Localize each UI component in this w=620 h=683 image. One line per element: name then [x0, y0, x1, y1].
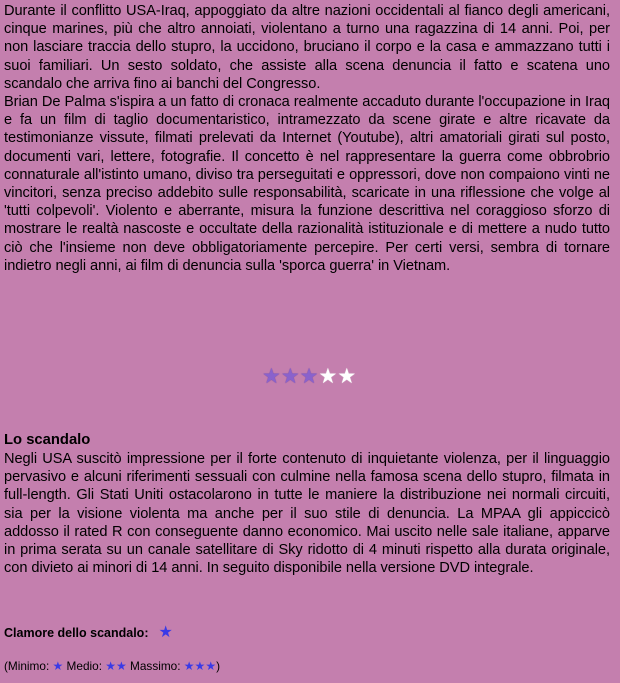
rating-star-filled-icon: ★	[280, 365, 300, 388]
scandal-level-label: Clamore dello scandalo:	[4, 626, 149, 640]
scandal-paragraph: Negli USA suscitò impressione per il forte contenuto di inquietante violenza, per il linguaggio pervasivo e alcuni riferimenti sessuali con culmine nella famosa scena dello stupro, filmata in full-length. Gli Stati Uniti ostacolarono in tutte le maniere la distribuzione nei normali circuiti, sia per la visione violenta ma anche per il suo stile di denuncia. La MPAA gli appiccicò addosso il rated R con conseguente danno economico. Mai uscito nelle sale italiane, apparve in prima serata su un canale satellitare di Sky ridotto di 4 minuti rispetto alla durata originale, con divieto ai minori di 14 anni. In seguito disponibile nella versione DVD integrale.	[4, 451, 610, 577]
legend-massimo-star-icon: ★★★	[183, 659, 217, 673]
rating-star-filled-icon: ★	[262, 365, 281, 388]
legend-open: (Minimo:	[4, 659, 53, 673]
legend-medio-label: Medio:	[63, 659, 106, 673]
legend-close: )	[216, 659, 221, 673]
rating-star-filled-icon: ★	[299, 365, 319, 388]
scandal-level	[4, 624, 173, 642]
scandal-text	[4, 450, 610, 577]
rating-star-empty-icon: ★	[318, 365, 338, 388]
rating-stars	[262, 366, 356, 388]
scandal-legend	[4, 658, 220, 674]
scandal-level-star-icon: ★	[158, 624, 173, 641]
review-text	[4, 2, 610, 275]
legend-min-star-icon: ★	[52, 659, 64, 673]
rating-star-empty-icon: ★	[337, 365, 357, 388]
legend-massimo-label: Massimo:	[126, 659, 184, 673]
scandal-heading: Lo scandalo	[4, 432, 91, 448]
review-paragraph-analysis: Brian De Palma s'ispira a un fatto di cronaca realmente accaduto durante l'occupazione in Iraq e fa un film di taglio documentaristico, intramezzato da scene girate e altre ricavate da testimonianze vissute, filmati prelevati da Internet (Youtube), altri amatoriali girati sul posto, documenti vari, lettere, fotografie. Il concetto è nel rappresentare la guerra come obbrobrio connaturale all'istinto umano, diviso tra perseguitati e oppressori, dove non compaiono vinti ne vincitori, senza preciso addebito sulle responsabilità, scaricate in una riflessione che volge al 'tutti colpevoli'. Violento e aberrante, misura la funzione descrittiva nel coraggioso sforzo di mostrare le realtà nascoste e occultate della razionalità istituzionale e di mettere a nudo tutto ciò che l'insieme non deve obbligatoriamente percepire. Per certi versi, sembra di tornare indietro negli anni, ai film di denuncia sulla 'sporca guerra' in Vietnam.	[4, 94, 610, 274]
review-paragraph-plot: Durante il conflitto USA-Iraq, appoggiato da altre nazioni occidentali al fianco degli americani, cinque marines, più che altro annoiati, violentano a turno una ragazzina di 14 anni. Poi, per non lasciare traccia dello stupro, la uccidono, bruciano il corpo e la casa e ammazzano tutti i suoi familiari. Un sesto soldato, che assiste alla scena denuncia il fatto e scatena uno scandalo che arriva fino ai banchi del Congresso.	[4, 3, 610, 92]
legend-medio-star-icon: ★★	[105, 659, 127, 673]
